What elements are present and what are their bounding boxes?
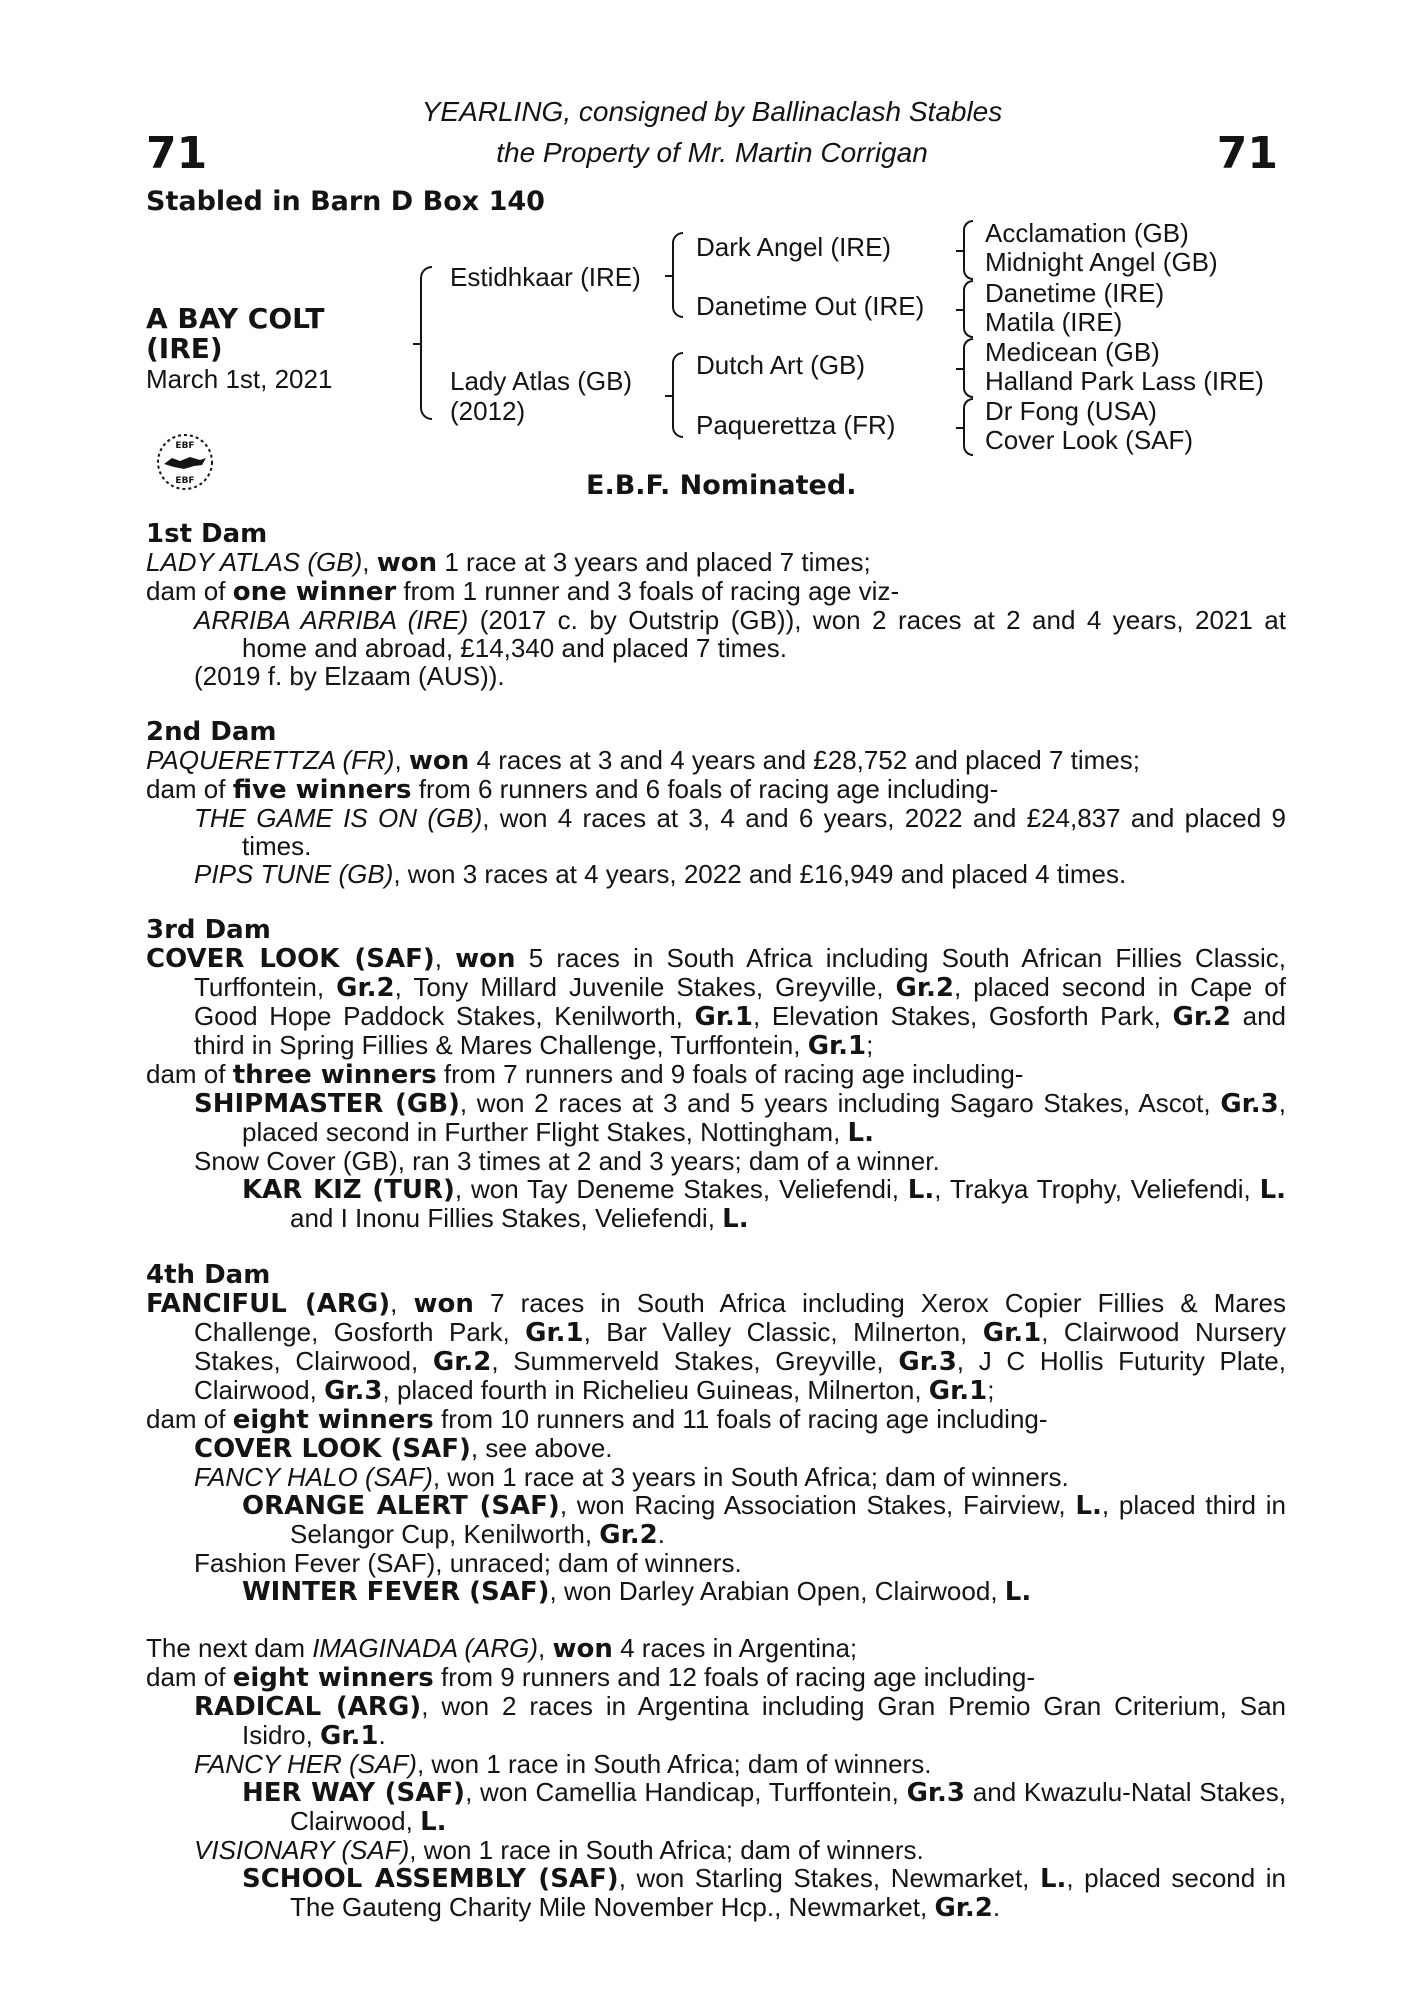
- text-fragment: , Tony Millard Juvenile Stakes, Greyville,: [394, 972, 896, 1002]
- pedigree-brace-dam: [672, 352, 683, 438]
- text-fragment: from 9 runners and 12 foals of racing age including-: [433, 1662, 1035, 1692]
- dam-name: IMAGINADA (ARG): [312, 1633, 539, 1663]
- progeny-entry: [146, 1778, 1286, 1836]
- text-fragment: dam of: [146, 576, 233, 606]
- text-fragment: , won 2 races at 3 and 5 years including Sagaro Stakes, Ascot,: [459, 1088, 1221, 1118]
- dam-name: LADY ATLAS (GB): [146, 547, 363, 577]
- progeny-entry: [146, 606, 1286, 662]
- grade-label: Gr.2: [432, 1347, 492, 1377]
- text-fragment: dam of: [146, 1404, 233, 1434]
- text-fragment: dam of: [146, 1662, 233, 1692]
- progeny-entry: [146, 804, 1286, 860]
- listed-label: L.: [847, 1118, 874, 1148]
- lot-number-left: 71: [146, 128, 208, 179]
- text-fragment: (2017 c. by Outstrip (GB)), won 2 races at 2 and 4 years, 2021 at home and abroad, £14,340 and placed 7 times.: [242, 605, 1286, 663]
- dam-name: FANCIFUL (ARG): [146, 1289, 391, 1319]
- text-fragment: , won 2 races in Argentina including Gran Premio Gran Criterium, San Isidro,: [242, 1691, 1286, 1750]
- text-fragment: 7 races in South Africa including Xerox Copier Fillies & Mares Challenge, Gosforth Park,: [194, 1288, 1287, 1347]
- svg-text:EBF: EBF: [175, 476, 195, 486]
- text-fragment: .: [992, 1892, 1001, 1922]
- won-label: won: [376, 548, 438, 578]
- text-fragment: , Bar Valley Classic, Milnerton,: [583, 1317, 983, 1347]
- pedigree-sire-sire: Dark Angel (IRE): [696, 232, 892, 262]
- text-fragment: from 6 runners and 6 foals of racing age including-: [411, 774, 999, 804]
- progeny-entry: [146, 860, 1286, 888]
- progeny-name: WINTER FEVER (SAF): [242, 1577, 550, 1607]
- text-fragment: dam of: [146, 1059, 233, 1089]
- progeny-entry: [146, 1577, 1286, 1606]
- text-fragment: , won 3 races at 4 years, 2022 and £16,949 and placed 4 times.: [393, 859, 1127, 889]
- progeny-entry: [146, 1089, 1286, 1147]
- section-title: 3rd Dam: [146, 915, 271, 945]
- text-fragment: .: [378, 1720, 386, 1750]
- text-fragment: , Clairwood Nursery Stakes, Clairwood,: [194, 1317, 1286, 1376]
- pedigree-brace-4: [963, 398, 973, 456]
- consignor-line: YEARLING, consigned by Ballinaclash Stables: [421, 96, 1003, 127]
- progeny-name: FANCY HER (SAF): [194, 1749, 417, 1779]
- grade-label: Gr.1: [694, 1002, 753, 1032]
- grade-label: Gr.1: [320, 1721, 379, 1751]
- text-fragment: .: [657, 1519, 665, 1549]
- text-fragment: 4 races in Argentina;: [612, 1633, 858, 1663]
- text-fragment: ,: [394, 745, 409, 775]
- text-fragment: from 10 runners and 11 foals of racing age including-: [433, 1404, 1048, 1434]
- grade-label: Gr.1: [807, 1031, 867, 1061]
- text-fragment: , won Racing Association Stakes, Fairview,: [559, 1490, 1076, 1520]
- text-fragment: , see above.: [470, 1433, 613, 1463]
- listed-label: L.: [1075, 1491, 1102, 1521]
- pedigree-dds: Dr Fong (USA): [985, 396, 1157, 426]
- grade-label: Gr.2: [1172, 1002, 1231, 1032]
- grade-label: Gr.2: [895, 973, 954, 1003]
- won-label: won: [552, 1634, 613, 1664]
- text-fragment: , won 4 races at 3, 4 and 6 years, 2022 and £24,837 and placed 9 times.: [242, 803, 1286, 861]
- text-fragment: ,: [538, 1633, 553, 1663]
- progeny-entry: (2019 f. by Elzaam (AUS)).: [194, 661, 505, 691]
- text-fragment: , won Darley Arabian Open, Clairwood,: [549, 1576, 1005, 1606]
- listed-label: L.: [722, 1204, 749, 1234]
- horse-country: (IRE): [146, 332, 223, 365]
- dam-name: COVER LOOK (SAF): [146, 944, 435, 974]
- won-label: won: [455, 944, 516, 974]
- text-fragment: from 1 runner and 3 foals of racing age viz-: [396, 576, 900, 606]
- progeny-entry: [146, 1434, 1286, 1463]
- winners-count: three winners: [232, 1060, 437, 1090]
- pedigree-brace-sire: [672, 232, 683, 318]
- section-4th-dam: 4th Dam FANCIFUL (ARG), won 7 races in South Africa including Xerox Copier Fillies & Mares Challenge, Gosforth Park, Gr.1, Bar Valley Classic, Milnerton, Gr.1, Clairwood Nursery Stakes, Clairwood, Gr.2, Summerveld Stakes, Greyville, Gr.3, J C Hollis Futurity Plate, Clairwood, Gr.3, placed fourth in Richelieu Guineas, Milnerton, Gr.1; dam of eight winners from 10 runners and 11 foals of racing age including- COVER LOOK (SAF), see above. FANCY HALO (SAF), won 1 race at 3 years in South Africa; dam of winners. ORANGE ALERT (SAF), won Racing Association Stakes, Fairview, L., placed third in Selangor Cup, Kenilworth, Gr.2. Fashion Fever (SAF), unraced; dam of winners. WINTER FEVER (SAF), won Darley Arabian Open, Clairwood, L.: [146, 1260, 1287, 1607]
- text-fragment: ;: [987, 1375, 995, 1405]
- progeny-name: THE GAME IS ON (GB): [194, 803, 483, 833]
- text-fragment: , J C Hollis Futurity Plate, Clairwood,: [194, 1346, 1286, 1405]
- listed-label: L.: [1039, 1864, 1067, 1894]
- grade-label: Gr.3: [898, 1347, 957, 1377]
- pedigree-ssd: Midnight Angel (GB): [985, 247, 1218, 277]
- winners-count: one winner: [232, 577, 397, 607]
- progeny-entry: [146, 1463, 1286, 1491]
- text-fragment: and I Inonu Fillies Stakes, Veliefendi,: [290, 1203, 723, 1233]
- section-title: 2nd Dam: [146, 717, 277, 747]
- text-fragment: , placed second in Further Flight Stakes, Nottingham,: [242, 1088, 1286, 1147]
- winners-count: five winners: [232, 775, 412, 805]
- ebf-seal-icon: [150, 428, 220, 496]
- pedigree-dam-dam: Paquerettza (FR): [696, 410, 896, 440]
- progeny-name: HER WAY (SAF): [242, 1778, 466, 1808]
- progeny-entry: [146, 1836, 1286, 1864]
- winners-count: eight winners: [232, 1663, 434, 1693]
- text-fragment: ;: [866, 1030, 874, 1060]
- svg-text:EBF: EBF: [175, 441, 195, 451]
- section-3rd-dam: 3rd Dam COVER LOOK (SAF), won 5 races in South Africa including South African Fillies Classic, Turffontein, Gr.2, Tony Millard Juvenile Stakes, Greyville, Gr.2, placed second in Cape of Good Hope Paddock Stakes, Kenilworth, Gr.1, Elevation Stakes, Gosforth Park, Gr.2 and third in Spring Fillies & Mares Challenge, Turffontein, Gr.1; dam of three winners from 7 runners and 9 foals of racing age including- SHIPMASTER (GB), won 2 races at 3 and 5 years including Sagaro Stakes, Ascot, Gr.3, placed second in Further Flight Stakes, Nottingham, L. Snow Cover (GB), ran 3 times at 2 and 3 years; dam of a winner. KAR KIZ (TUR), won Tay Deneme Stakes, Veliefendi, L., Trakya Trophy, Veliefendi, L. and I Inonu Fillies Stakes, Veliefendi, L.: [146, 915, 1287, 1234]
- pedigree-brace-3: [963, 338, 973, 398]
- pedigree-dsd: Halland Park Lass (IRE): [985, 366, 1264, 396]
- progeny-name: PIPS TUNE (GB): [194, 859, 394, 889]
- text-fragment: 4 races at 3 and 4 years and £28,752 and placed 7 times;: [469, 745, 1140, 775]
- ebf-nomination: E.B.F. Nominated.: [586, 470, 857, 501]
- pedigree-dss: Medicean (GB): [985, 337, 1160, 367]
- grade-label: Gr.2: [336, 973, 395, 1003]
- progeny-entry: Snow Cover (GB), ran 3 times at 2 and 3 years; dam of a winner.: [194, 1146, 940, 1176]
- listed-label: L.: [907, 1175, 935, 1205]
- text-fragment: , Summerveld Stakes, Greyville,: [491, 1346, 899, 1376]
- won-label: won: [408, 746, 470, 776]
- text-fragment: , placed fourth in Richelieu Guineas, Milnerton,: [382, 1375, 929, 1405]
- progeny-name: COVER LOOK (SAF): [194, 1434, 471, 1464]
- text-fragment: , won Camellia Handicap, Turffontein,: [465, 1777, 907, 1807]
- pedigree-dam: Lady Atlas (GB): [450, 366, 633, 396]
- text-fragment: dam of: [146, 774, 233, 804]
- text-fragment: , won 1 race in South Africa; dam of winners.: [416, 1749, 932, 1779]
- text-fragment: , Trakya Trophy, Veliefendi,: [934, 1174, 1260, 1204]
- owner-line: the Property of Mr. Martin Corrigan: [496, 137, 928, 168]
- text-fragment: , won 1 race in South Africa; dam of winners.: [409, 1835, 924, 1865]
- stabling-info: Stabled in Barn D Box 140: [146, 186, 545, 217]
- text-fragment: The next dam: [146, 1633, 313, 1663]
- grade-label: Gr.3: [1220, 1089, 1279, 1119]
- horse-description: A BAY COLT: [146, 302, 325, 335]
- pedigree-ddd: Cover Look (SAF): [985, 425, 1194, 455]
- text-fragment: , placed third in Selangor Cup, Kenilworth,: [290, 1490, 1286, 1549]
- pedigree-dam-year: (2012): [450, 396, 526, 426]
- grade-label: Gr.3: [906, 1778, 966, 1808]
- pedigree-sdd: Matila (IRE): [985, 307, 1123, 337]
- grade-label: Gr.2: [599, 1520, 658, 1550]
- progeny-entry: Fashion Fever (SAF), unraced; dam of winners.: [194, 1548, 742, 1578]
- text-fragment: and Kwazulu-Natal Stakes, Clairwood,: [290, 1777, 1286, 1836]
- progeny-entry: [146, 1175, 1286, 1233]
- progeny-name: FANCY HALO (SAF): [194, 1462, 433, 1492]
- section-title: 4th Dam: [146, 1260, 271, 1290]
- text-fragment: , won 1 race at 3 years in South Africa; dam of winners.: [432, 1462, 1069, 1492]
- text-fragment: , won Tay Deneme Stakes, Veliefendi,: [454, 1174, 908, 1204]
- catalogue-body: [146, 520, 1286, 1950]
- listed-label: L.: [1004, 1577, 1032, 1607]
- foaling-date: March 1st, 2021: [146, 364, 333, 394]
- section-title: 1st Dam: [146, 519, 268, 549]
- grade-label: Gr.2: [934, 1893, 993, 1923]
- winners-count: eight winners: [232, 1405, 434, 1435]
- pedigree-sire: Estidhkaar (IRE): [450, 262, 641, 292]
- progeny-name: ORANGE ALERT (SAF): [242, 1491, 560, 1521]
- text-fragment: and third in Spring Fillies & Mares Challenge, Turffontein,: [194, 1001, 1286, 1060]
- listed-label: L.: [1259, 1175, 1287, 1205]
- lot-number-right: 71: [1216, 128, 1278, 179]
- pedigree-sss: Acclamation (GB): [985, 218, 1189, 248]
- section-next-dam: [146, 1634, 1286, 1922]
- pedigree-brace-1: [963, 220, 973, 280]
- progeny-name: SHIPMASTER (GB): [194, 1089, 460, 1119]
- text-fragment: 1 race at 3 years and placed 7 times;: [437, 547, 871, 577]
- section-1st-dam: [146, 520, 1286, 690]
- dam-name: PAQUERETTZA (FR): [146, 745, 395, 775]
- grade-label: Gr.1: [525, 1318, 584, 1348]
- progeny-entry: [146, 1692, 1286, 1750]
- text-fragment: from 7 runners and 9 foals of racing age including-: [436, 1059, 1024, 1089]
- text-fragment: ,: [362, 547, 377, 577]
- progeny-entry: [146, 1864, 1286, 1922]
- progeny-entry: [146, 1750, 1286, 1778]
- pedigree-brace-2: [963, 280, 973, 338]
- grade-label: Gr.1: [982, 1318, 1042, 1348]
- pedigree-sire-dam: Danetime Out (IRE): [696, 291, 925, 321]
- progeny-name: RADICAL (ARG): [194, 1692, 422, 1722]
- grade-label: Gr.3: [324, 1376, 383, 1406]
- section-2nd-dam: [146, 718, 1286, 888]
- text-fragment: , Elevation Stakes, Gosforth Park,: [752, 1001, 1173, 1031]
- text-fragment: , placed second in The Gauteng Charity Mile November Hcp., Newmarket,: [290, 1863, 1286, 1922]
- pedigree-brace-main: [420, 266, 432, 420]
- listed-label: L.: [420, 1807, 447, 1837]
- progeny-entry: [146, 1491, 1286, 1549]
- text-fragment: 5 races in South Africa including South African Fillies Classic, Turffontein,: [194, 943, 1286, 1002]
- pedigree-sds: Danetime (IRE): [985, 278, 1165, 308]
- progeny-name: VISIONARY (SAF): [194, 1835, 410, 1865]
- text-fragment: , placed second in Cape of Good Hope Paddock Stakes, Kenilworth,: [194, 972, 1286, 1031]
- text-fragment: , won Starling Stakes, Newmarket,: [618, 1863, 1040, 1893]
- grade-label: Gr.1: [928, 1376, 988, 1406]
- progeny-name: SCHOOL ASSEMBLY (SAF): [242, 1864, 619, 1894]
- won-label: won: [413, 1289, 474, 1319]
- progeny-name: ARRIBA ARRIBA (IRE): [194, 605, 469, 635]
- pedigree-dam-sire: Dutch Art (GB): [696, 350, 866, 380]
- progeny-name: KAR KIZ (TUR): [242, 1175, 455, 1205]
